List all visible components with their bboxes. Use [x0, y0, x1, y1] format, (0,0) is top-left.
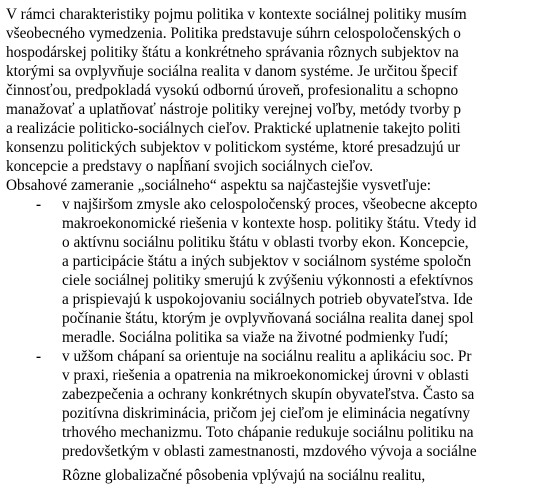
paragraph-1-line: koncepcie a predstavy o napĺňaní svojich sociálnych cieľov. — [6, 158, 374, 175]
bullet-marker: - — [36, 196, 42, 213]
bullet-1-line: makroekonomické riešenia v kontexte hosp. politiky štátu. Vtedy id — [62, 215, 477, 232]
bullet-2-line: predovšetkým v oblasti zamestnanosti, mzdového vývoja a sociálne — [62, 443, 477, 460]
paragraph-1-line: ktorými sa ovplyvňuje sociálna realita v danom systéme. Je určitou špecif — [6, 63, 458, 80]
bullet-1-line: ciele sociálnej politiky smerujú k zvýšeniu výkonnosti a efektívnos — [62, 272, 474, 289]
bullet-2-line: pozitívna diskriminácia, pričom jej cieľom je eliminácia negatívny — [62, 405, 471, 422]
bullet-2-line: Rôzne globalizačné pôsobenia vplývajú na sociálnu realitu, — [62, 467, 426, 484]
bullet-1-line: a prispievajú k uspokojovaniu sociálnych potrieb obyvateľstva. Ide — [62, 291, 473, 308]
bullet-2-line: trhového mechanizmu. Toto chápanie redukuje sociálnu politiku na — [62, 424, 474, 441]
paragraph-1-line: manažovať a uplatňovať nástroje politiky verejnej voľby, metódy tvorby p — [6, 101, 461, 118]
bullet-1-line: meradle. Sociálna politika sa viaže na životné podmienky ľudí; — [62, 329, 449, 346]
paragraph-1-line: konsenzu politických subjektov v politickom systéme, ktoré presadzujú ur — [6, 139, 461, 156]
paragraph-1-line: činnosťou, predpokladá vysokú odbornú úroveň, profesionalitu a schopno — [6, 82, 459, 99]
bullet-2-line: v praxi, riešenia a opatrenia na mikroekonomickej úrovni v oblasti — [62, 367, 469, 384]
paragraph-1-line: V rámci charakteristiky pojmu politika v kontexte sociálnej politiky musím — [6, 6, 467, 23]
bullet-1-line: o aktívnu sociálnu politiku štátu v oblasti tvorby ekon. Koncepcie, — [62, 234, 469, 251]
bullet-2-line: zabezpečenia a ochrany konkrétnych skupín obyvateľstva. Často sa — [62, 386, 475, 403]
paragraph-1-line: a realizácie politicko-sociálnych cieľov. Praktické uplatnenie takejto politi — [6, 120, 461, 137]
paragraph-1-line: hospodárskej politiky štátu a konkrétneho správania rôznych subjektov na — [6, 44, 459, 61]
intro-line: Obsahové zameranie „sociálneho“ aspektu sa najčastejšie vysvetľuje: — [6, 177, 432, 194]
bullet-marker: - — [36, 348, 42, 365]
bullet-1-line: v najširšom zmysle ako celospoločenský proces, všeobecne akcepto — [62, 196, 478, 213]
bullet-1-line: počínanie štátu, ktorým je ovplyvňovaná sociálna realita danej spol — [62, 310, 474, 327]
paragraph-1-line: všeobecného vymedzenia. Politika predstavuje súhrn celospoločenských o — [6, 25, 461, 42]
bullet-2-line: v užšom chápaní sa orientuje na sociálnu realitu a aplikáciu soc. Pr — [62, 348, 472, 365]
bullet-1-line: a participácie štátu a iných subjektov v sociálnom systéme spoločn — [62, 253, 472, 270]
